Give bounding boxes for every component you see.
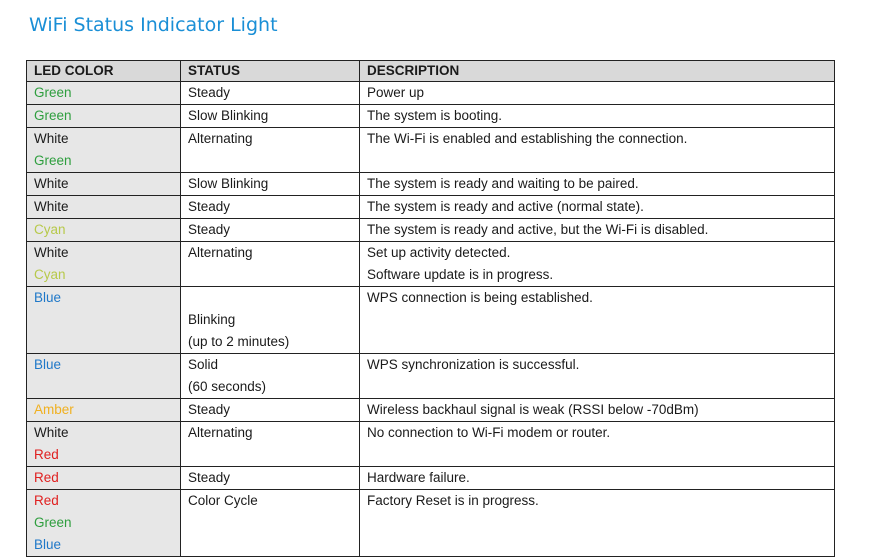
led-color-label: Red [34,447,59,462]
description-text: WPS synchronization is successful. [367,357,580,372]
status-text: Color Cycle [188,493,258,508]
description-text: Wireless backhaul signal is weak (RSSI below -70dBm) [367,402,699,417]
led-color-label: White [34,176,69,191]
header-led-color: LED COLOR [27,61,181,82]
status-text: Slow Blinking [188,108,269,123]
description-cell [360,490,835,557]
status-cell [181,354,360,399]
status-cell [181,82,360,105]
led-color-cell [27,219,181,242]
led-color-label: Red [34,493,59,508]
description-text: Power up [367,85,425,100]
led-color-cell [27,399,181,422]
led-color-label: Green [34,108,72,123]
led-color-label: Cyan [34,267,66,282]
table-header-row [27,61,835,82]
status-text [188,287,359,309]
table-row [27,422,835,467]
led-color-cell [27,196,181,219]
description-cell [360,219,835,242]
led-color-label: Blue [34,357,62,372]
description-text: No connection to Wi-Fi modem or router. [367,425,611,440]
table-row [27,490,835,557]
status-cell [181,399,360,422]
description-cell [360,422,835,467]
led-color-cell [27,287,181,354]
led-color-cell [27,242,181,287]
description-text: The system is ready and active, but the Wi-Fi is disabled. [367,222,709,237]
table-row [27,196,835,219]
led-color-cell [27,354,181,399]
page-title: WiFi Status Indicator Light [29,14,278,36]
description-cell [360,467,835,490]
status-cell [181,287,360,354]
status-cell [181,173,360,196]
description-cell [360,196,835,219]
led-color-cell [27,105,181,128]
status-text: Steady [188,222,231,237]
led-color-label: Green [34,85,72,100]
led-color-label: Blue [34,290,62,305]
led-color-cell [27,490,181,557]
led-color-label: Amber [34,402,74,417]
description-cell [360,105,835,128]
led-color-label: White [34,245,69,260]
table-row [27,219,835,242]
description-cell [360,173,835,196]
status-cell [181,467,360,490]
status-text: Alternating [188,131,253,146]
status-text: Alternating [188,245,253,260]
table-row [27,354,835,399]
led-color-label: Cyan [34,222,66,237]
description-text: The system is ready and active (normal state). [367,199,644,214]
status-cell [181,128,360,173]
table-row [27,467,835,490]
description-text: WPS connection is being established. [367,290,593,305]
description-cell [360,242,835,287]
table-row [27,287,835,354]
led-color-label: White [34,131,69,146]
status-text: Blinking [188,312,236,327]
led-color-cell [27,128,181,173]
description-text: Hardware failure. [367,470,470,485]
led-color-label: Blue [34,537,62,552]
status-cell [181,196,360,219]
status-text: Steady [188,85,231,100]
status-cell [181,422,360,467]
led-color-label: Green [34,153,72,168]
table-body [27,82,835,557]
description-cell [360,287,835,354]
status-cell [181,242,360,287]
table-row [27,105,835,128]
description-text: The system is ready and waiting to be paired. [367,176,639,191]
status-text: Steady [188,199,231,214]
status-text: Solid [188,357,219,372]
description-text: Software update is in progress. [367,267,554,282]
led-status-table [26,60,835,557]
table-row [27,82,835,105]
status-cell [181,490,360,557]
table-row [27,173,835,196]
table-row [27,128,835,173]
header-description: DESCRIPTION [360,61,835,82]
description-text: The system is booting. [367,108,503,123]
status-cell [181,219,360,242]
status-cell [181,105,360,128]
led-color-cell [27,467,181,490]
led-color-cell [27,422,181,467]
description-cell [360,354,835,399]
led-color-label: White [34,199,69,214]
description-text: Factory Reset is in progress. [367,493,539,508]
led-color-cell [27,82,181,105]
description-text: The Wi-Fi is enabled and establishing the connection. [367,131,688,146]
led-color-label: White [34,425,69,440]
table-row [27,399,835,422]
description-cell [360,82,835,105]
led-color-cell [27,173,181,196]
led-color-label: Green [34,515,72,530]
status-text: Steady [188,470,231,485]
status-text: Steady [188,402,231,417]
status-text: (60 seconds) [188,379,267,394]
description-cell [360,399,835,422]
status-text: (up to 2 minutes) [188,334,290,349]
status-text: Slow Blinking [188,176,269,191]
led-color-label: Red [34,470,59,485]
description-cell [360,128,835,173]
table-row [27,242,835,287]
description-text: Set up activity detected. [367,245,511,260]
status-text: Alternating [188,425,253,440]
header-status: STATUS [181,61,360,82]
